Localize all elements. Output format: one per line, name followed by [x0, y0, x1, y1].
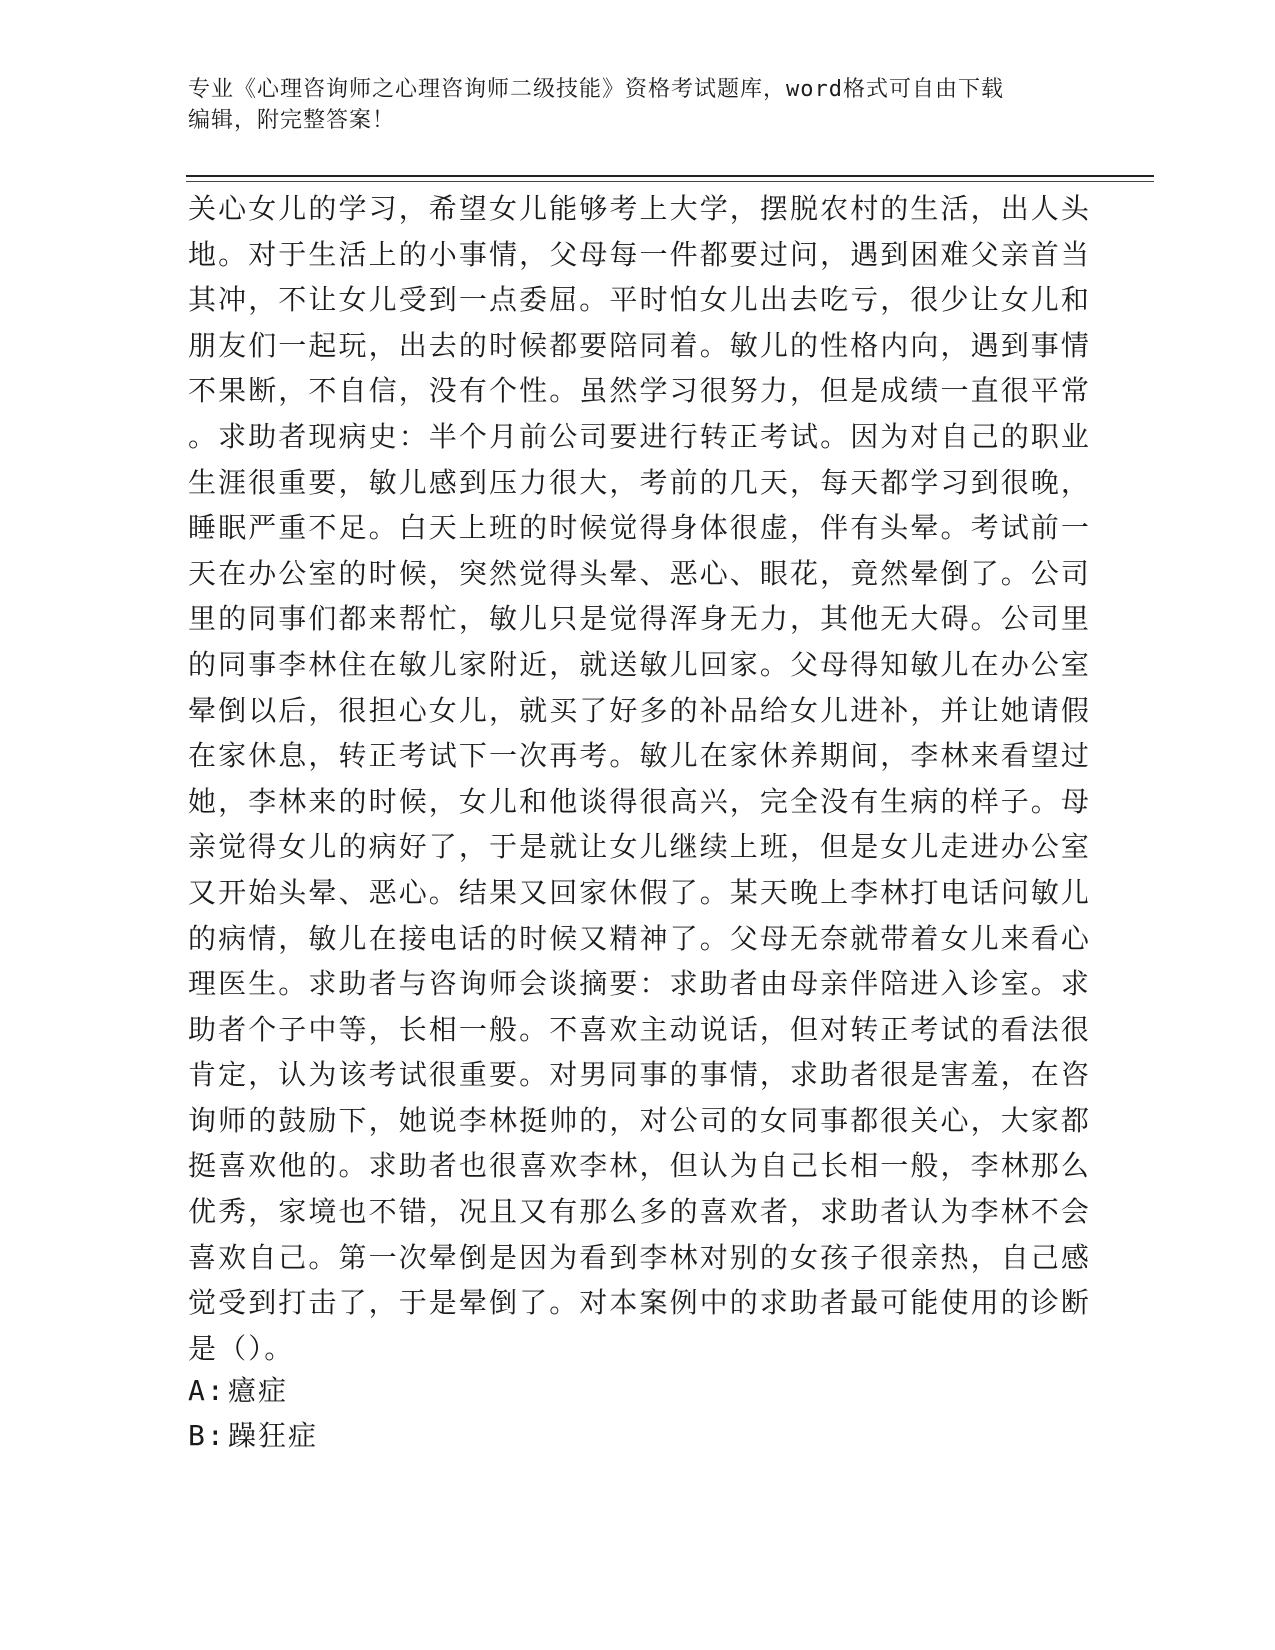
question-line: 询师的鼓励下，她说李林挺帅的，对公司的女同事都很关心，大家都 [188, 1103, 1092, 1137]
question-line: 。求助者现病史：半个月前公司要进行转正考试。因为对自己的职业 [188, 419, 1092, 453]
question-line: 地。对于生活上的小事情，父母每一件都要过问，遇到困难父亲首当 [188, 237, 1092, 271]
option-a [188, 1368, 318, 1413]
question-line: 又开始头晕、恶心。结果又回家休假了。某天晚上李林打电话问敏儿 [188, 875, 1092, 909]
question-line: 亲觉得女儿的病好了，于是就让女儿继续上班，但是女儿走进办公室 [188, 830, 1092, 864]
option-text: 癔症 [228, 1374, 289, 1407]
option-letter: A: [188, 1374, 226, 1407]
question-line: 助者个子中等，长相一般。不喜欢主动说话，但对转正考试的看法很 [188, 1012, 1092, 1046]
option-text: 躁狂症 [228, 1419, 319, 1452]
question-line: 不果断，不自信，没有个性。虽然学习很努力，但是成绩一直很平常 [188, 374, 1092, 408]
answer-options [188, 1368, 318, 1458]
page-header [188, 74, 1068, 136]
question-line: 的病情，敏儿在接电话的时候又精神了。父母无奈就带着女儿来看心 [188, 921, 1092, 955]
question-line: 晕倒以后，很担心女儿，就买了好多的补品给女儿进补，并让她请假 [188, 693, 1092, 727]
question-line: 朋友们一起玩，出去的时候都要陪同着。敏儿的性格内向，遇到事情 [188, 328, 1092, 362]
header-divider-thin [186, 181, 1154, 182]
header-divider-thick [186, 175, 1154, 177]
question-line: 是（）。 [188, 1331, 295, 1365]
question-line: 理医生。求助者与咨询师会谈摘要：求助者由母亲伴陪进入诊室。求 [188, 967, 1092, 1001]
question-line: 在家休息，转正考试下一次再考。敏儿在家休养期间，李林来看望过 [188, 739, 1092, 773]
question-line: 天在办公室的时候，突然觉得头晕、恶心、眼花，竟然晕倒了。公司 [188, 556, 1092, 590]
question-line: 肯定，认为该考试很重要。对男同事的事情，求助者很是害羞，在咨 [188, 1058, 1092, 1092]
question-line: 里的同事们都来帮忙，敏儿只是觉得浑身无力，其他无大碍。公司里 [188, 602, 1092, 636]
question-line: 觉受到打击了，于是晕倒了。对本案例中的求助者最可能使用的诊断 [188, 1286, 1092, 1320]
question-line: 的同事李林住在敏儿家附近，就送敏儿回家。父母得知敏儿在办公室 [188, 647, 1092, 681]
header-line-1: 专业《心理咨询师之心理咨询师二级技能》资格考试题库，word格式可自由下载 [188, 77, 1004, 102]
question-line: 喜欢自己。第一次晕倒是因为看到李林对别的女孩子很亲热，自己感 [188, 1240, 1092, 1274]
question-line: 她，李林来的时候，女儿和他谈得很高兴，完全没有生病的样子。母 [188, 784, 1092, 818]
question-line: 优秀，家境也不错，况且又有那么多的喜欢者，求助者认为李林不会 [188, 1195, 1092, 1229]
question-line: 关心女儿的学习，希望女儿能够考上大学，摆脱农村的生活，出人头 [188, 192, 1092, 225]
question-text [188, 186, 1092, 1371]
question-line: 睡眠严重不足。白天上班的时候觉得身体很虚，伴有头晕。考试前一 [188, 511, 1092, 545]
question-line: 生涯很重要，敏儿感到压力很大，考前的几天，每天都学习到很晚， [188, 465, 1092, 499]
question-line: 挺喜欢他的。求助者也很喜欢李林，但认为自己长相一般，李林那么 [188, 1149, 1092, 1183]
header-line-2: 编辑，附完整答案！ [188, 108, 396, 133]
option-letter: B: [188, 1419, 226, 1452]
question-line: 其冲，不让女儿受到一点委屈。平时怕女儿出去吃亏，很少让女儿和 [188, 283, 1092, 317]
option-b [188, 1413, 318, 1458]
